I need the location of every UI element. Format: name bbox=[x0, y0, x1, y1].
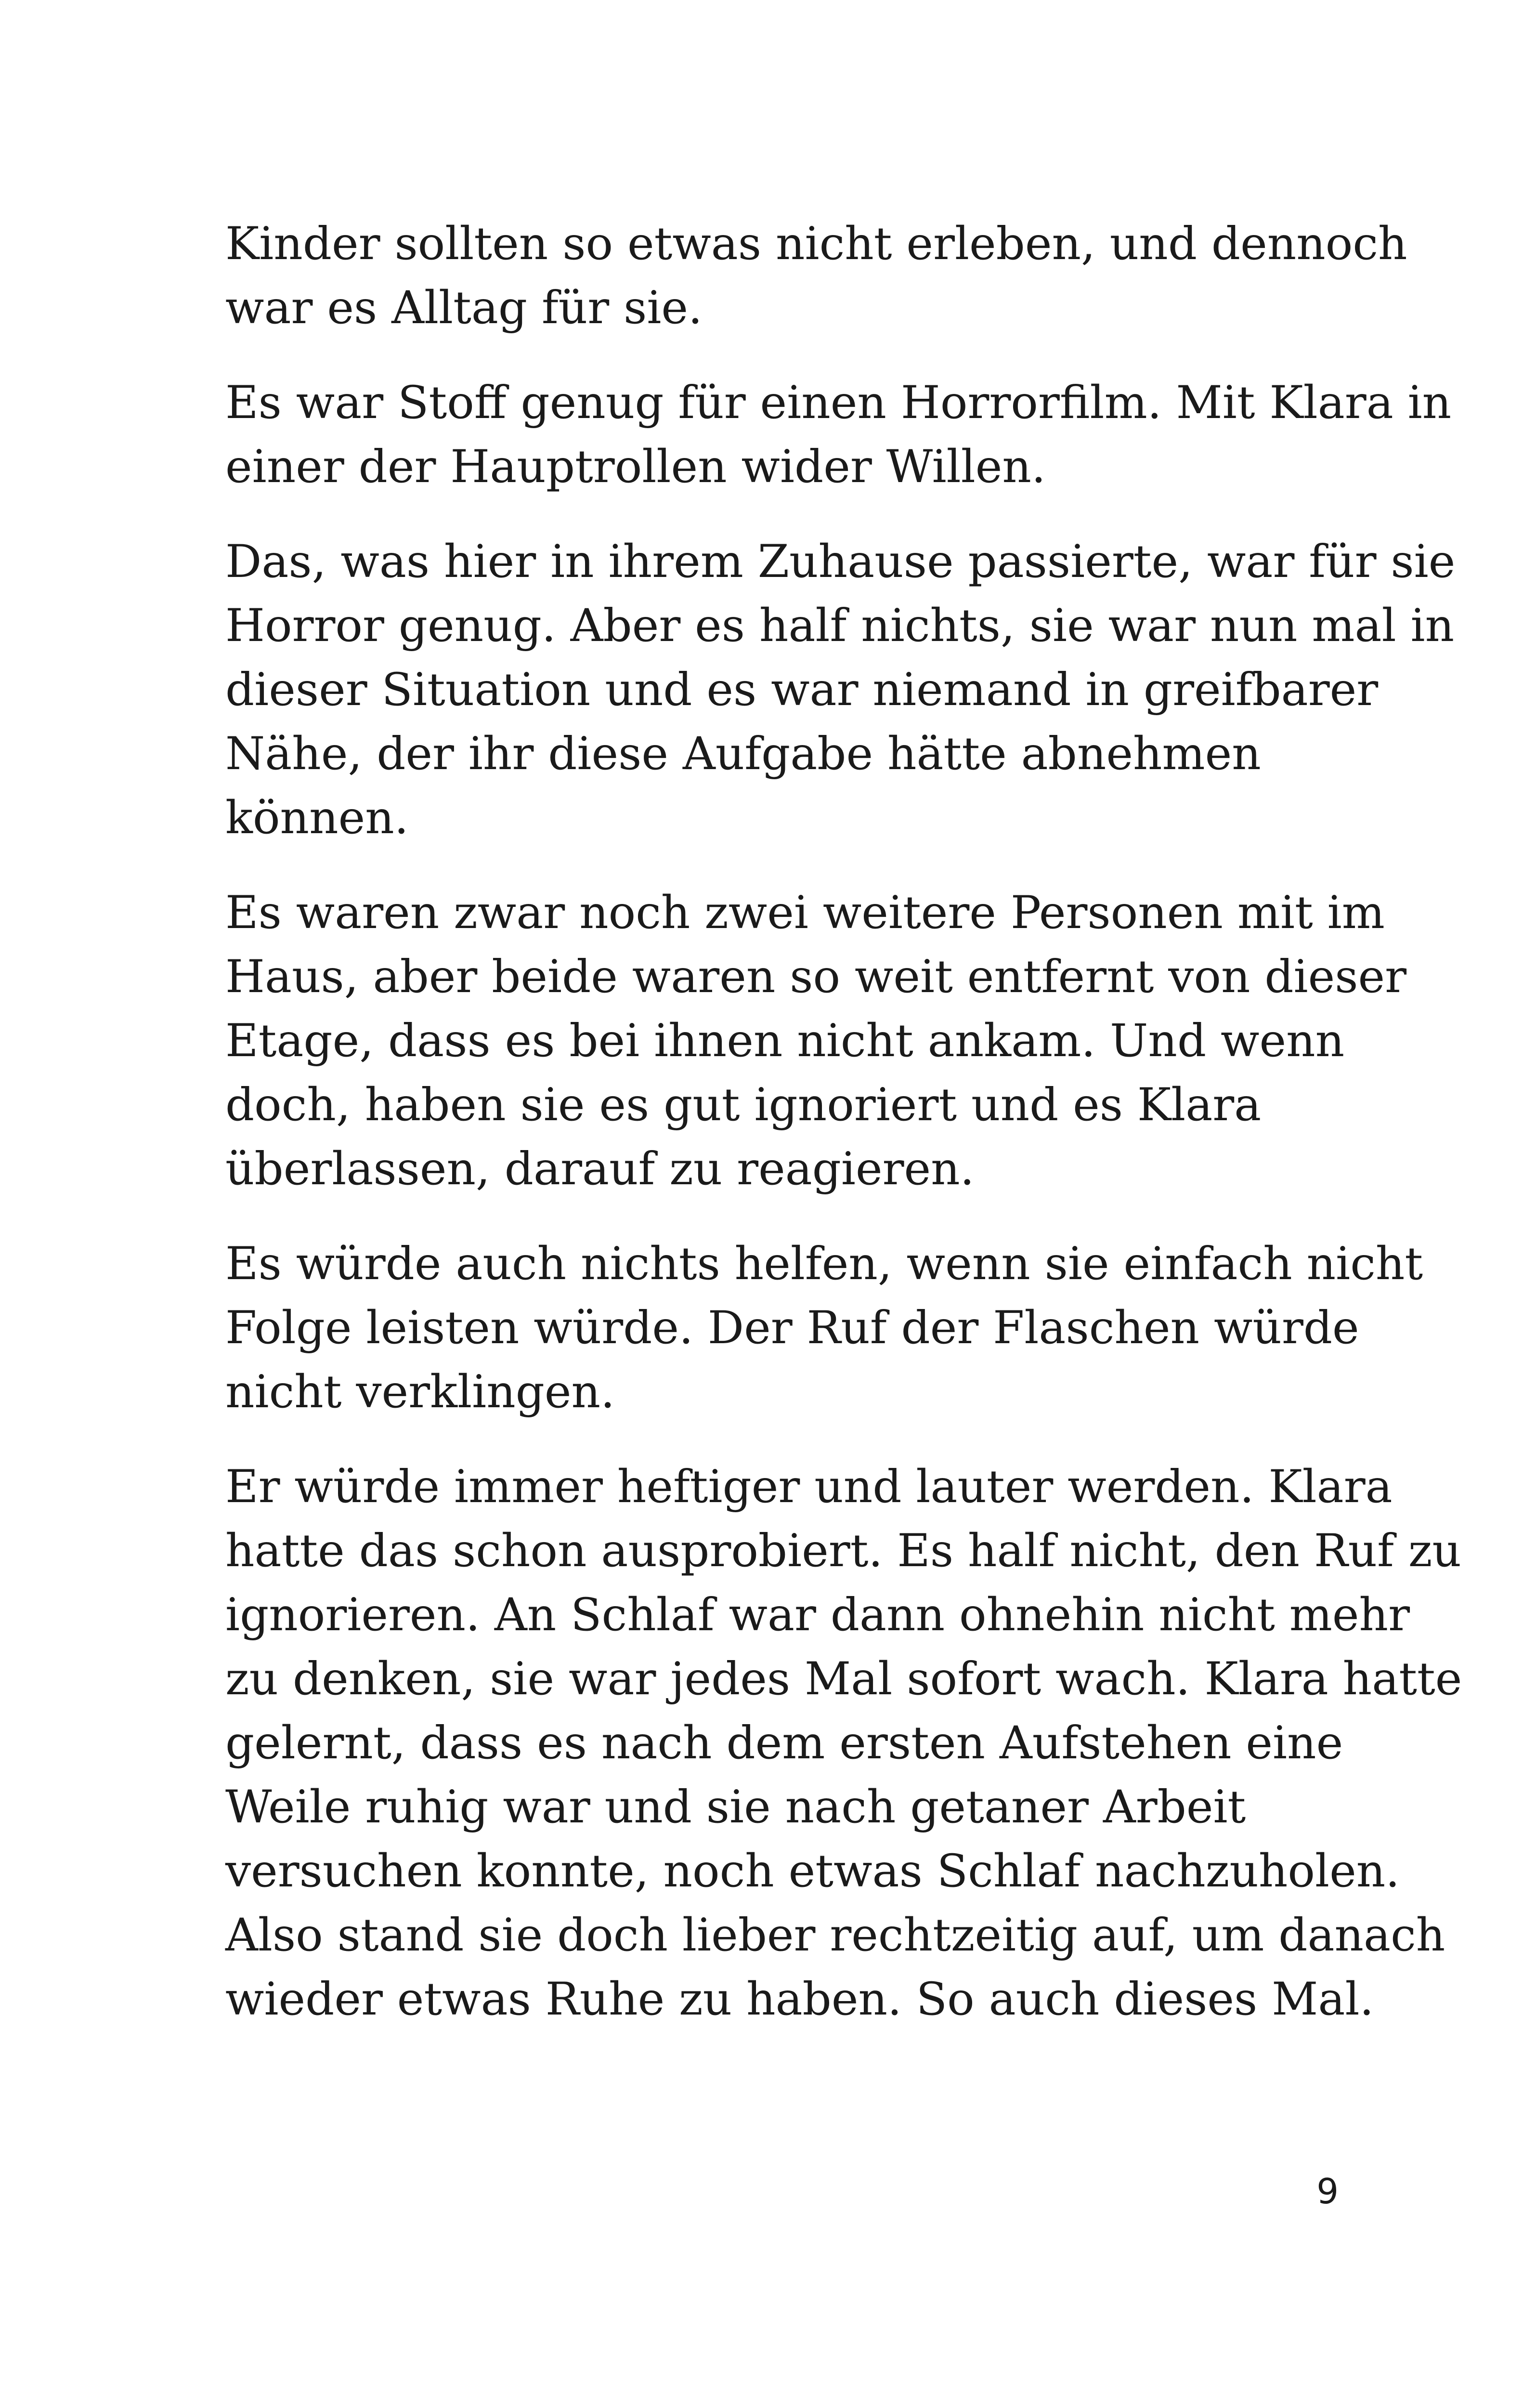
text-line: Es waren zwar noch zwei weitere Personen mit im bbox=[225, 887, 1385, 939]
text-line: Es würde auch nichts helfen, wenn sie einfach nicht bbox=[225, 1238, 1423, 1290]
text-line: Also stand sie doch lieber rechtzeitig auf, um danach bbox=[225, 1909, 1445, 1962]
text-line: ignorieren. An Schlaf war dann ohnehin nicht mehr bbox=[225, 1589, 1410, 1641]
text-line: Es war Stoff genug für einen Horrorfilm. Mit Klara in bbox=[225, 377, 1452, 429]
body-text bbox=[225, 212, 1462, 2062]
text-line: Etage, dass es bei ihnen nicht ankam. Und wenn bbox=[225, 1015, 1345, 1067]
text-line: war es Alltag für sie. bbox=[225, 282, 703, 334]
text-line: versuchen konnte, noch etwas Schlaf nachzuholen. bbox=[225, 1845, 1400, 1898]
text-line: überlassen, darauf zu reagieren. bbox=[225, 1143, 975, 1195]
text-line: Weile ruhig war und sie nach getaner Arbeit bbox=[225, 1781, 1246, 1833]
text-line: wieder etwas Ruhe zu haben. So auch dieses Mal. bbox=[225, 1973, 1374, 2026]
page-number: 9 bbox=[1316, 2171, 1339, 2212]
paragraph bbox=[225, 1232, 1423, 1424]
paragraph bbox=[225, 371, 1452, 499]
text-line: können. bbox=[225, 792, 409, 844]
text-line: doch, haben sie es gut ignoriert und es Klara bbox=[225, 1079, 1262, 1131]
text-line: Das, was hier in ihrem Zuhause passierte, war für sie bbox=[225, 536, 1456, 588]
text-line: Nähe, der ihr diese Aufgabe hätte abnehmen bbox=[225, 728, 1261, 780]
text-line: nicht verklingen. bbox=[225, 1366, 615, 1418]
paragraph bbox=[225, 881, 1407, 1201]
paragraph bbox=[225, 1455, 1462, 2031]
text-line: Horror genug. Aber es half nichts, sie war nun mal in bbox=[225, 600, 1455, 652]
text-line: Haus, aber beide waren so weit entfernt von dieser bbox=[225, 951, 1407, 1003]
text-line: dieser Situation und es war niemand in greifbarer bbox=[225, 664, 1379, 716]
text-line: einer der Hauptrollen wider Willen. bbox=[225, 441, 1046, 493]
text-line: Kinder sollten so etwas nicht erleben, und dennoch bbox=[225, 218, 1407, 270]
text-line: hatte das schon ausprobiert. Es half nicht, den Ruf zu bbox=[225, 1525, 1461, 1577]
text-line: gelernt, dass es nach dem ersten Aufstehen eine bbox=[225, 1717, 1343, 1769]
text-line: Folge leisten würde. Der Ruf der Flaschen würde bbox=[225, 1302, 1359, 1354]
paragraph bbox=[225, 212, 1407, 340]
text-line: zu denken, sie war jedes Mal sofort wach. Klara hatte bbox=[225, 1653, 1462, 1705]
text-line: Er würde immer heftiger und lauter werden. Klara bbox=[225, 1461, 1393, 1513]
paragraph bbox=[225, 530, 1456, 850]
